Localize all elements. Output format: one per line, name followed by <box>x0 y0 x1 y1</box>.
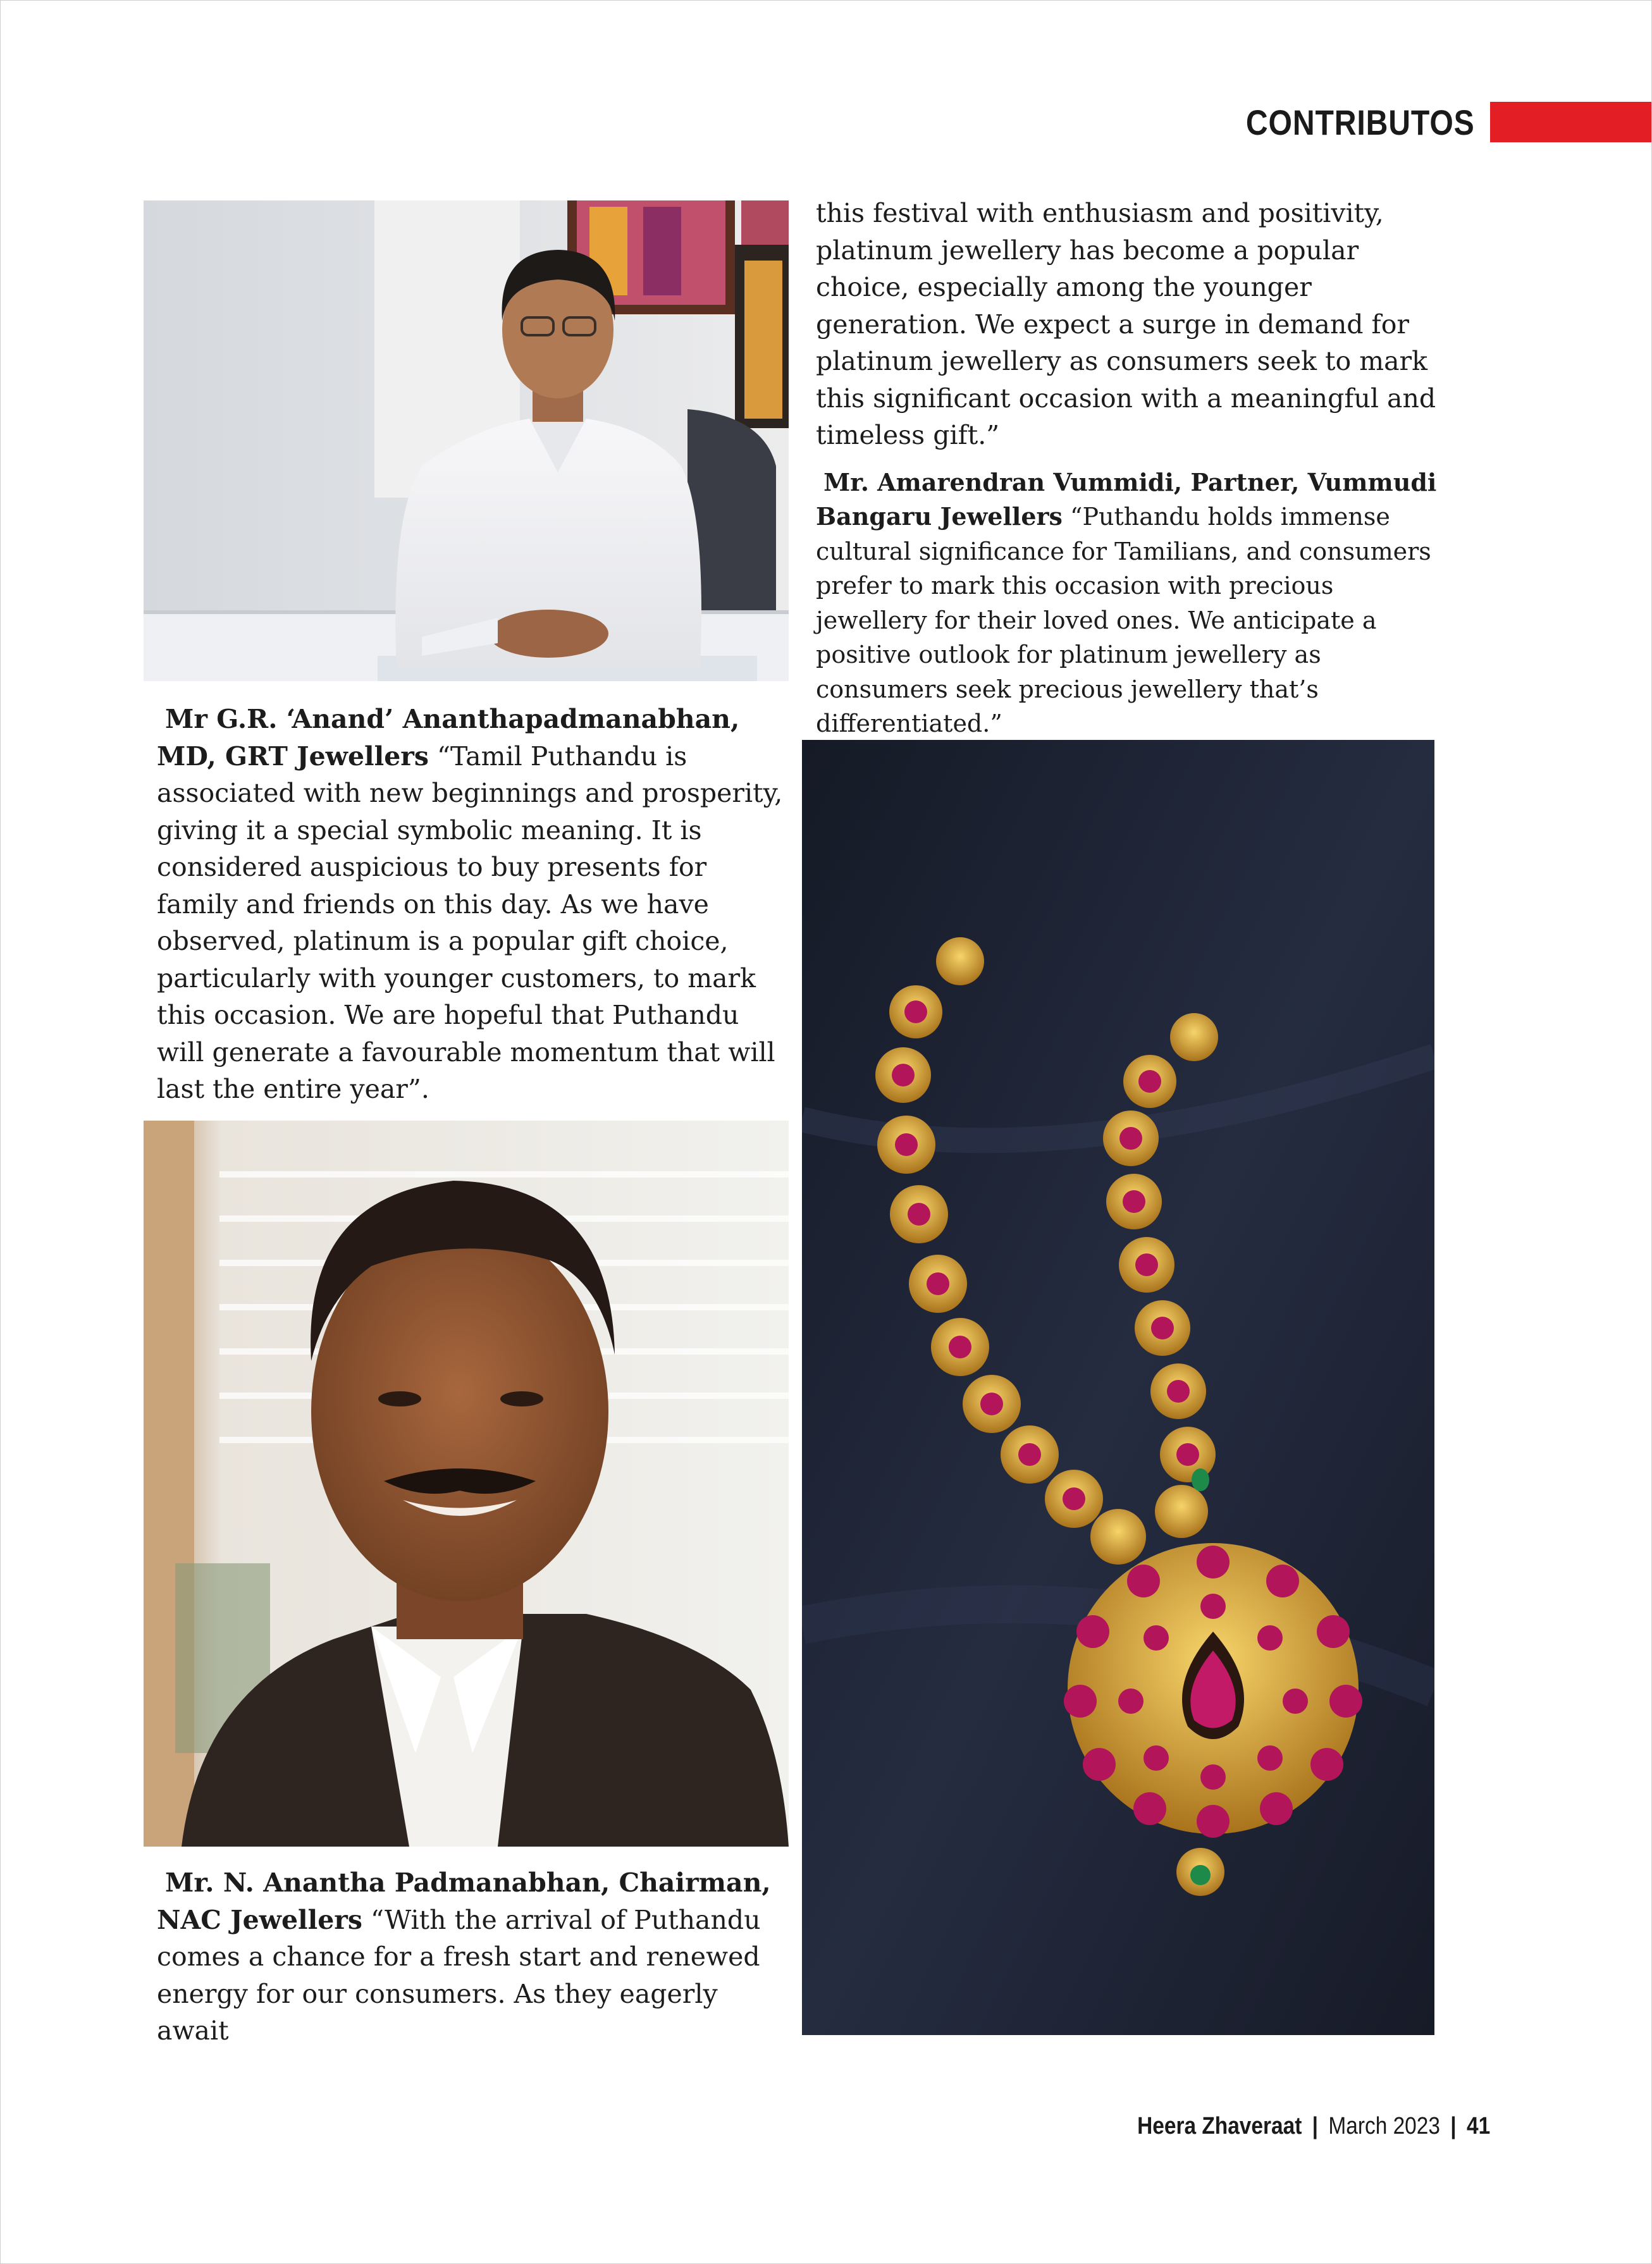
portrait-photo-nac <box>144 1121 789 1847</box>
top-right-text <box>816 195 1448 741</box>
section-accent-bar <box>1490 102 1652 142</box>
vummidi-paragraph <box>816 465 1448 741</box>
grt-quote: “Tamil Puthandu is associated with new beginnings and prosperity, giving it a special symbolic meaning. It is considered auspicious to buy presents for family and friends on this day. As we have observed, platinum is a popular gift choice, particularly with younger customers, to mark this occasion. We are hopeful that Puthandu will generate a favourable momentum that will last the entire year”. <box>157 741 783 1104</box>
publication-name: Heera Zhaveraat <box>1137 2113 1302 2139</box>
portrait-photo-nac-image <box>144 1121 789 1847</box>
footer-separator-2: | <box>1450 2113 1457 2139</box>
nac-paragraph <box>157 1864 789 2050</box>
grt-speaker: Mr G.R. ‘Anand’ Ananthapadmanabhan, MD, GRT Jewellers <box>157 704 740 772</box>
nac-speaker: Mr. N. Anantha Padmanabhan, Chairman, NAC Jewellers <box>157 1867 771 1935</box>
footer-separator: | <box>1312 2113 1318 2139</box>
vummidi-speaker: Mr. Amarendran Vummidi, Partner, Vummudi Bangaru Jewellers <box>816 467 1437 531</box>
portrait-photo-grt <box>144 200 789 681</box>
issue-date: March 2023 <box>1328 2113 1440 2139</box>
vummidi-quote: “Puthandu holds immense cultural significance for Tamilians, and consumers prefer to mark this occasion with precious jewellery for their loved ones. We anticipate a positive outlook for platinum jewellery as consumers seek precious jewellery that’s differentiated.” <box>816 503 1431 737</box>
necklace-photo <box>802 740 1434 2035</box>
necklace-photo-image <box>802 740 1434 2035</box>
nac-quote: “With the arrival of Puthandu comes a chance for a fresh start and renewed energy for our consumers. As they eagerly await <box>157 1904 761 2046</box>
section-label: CONTRIBUTOS <box>1246 102 1475 142</box>
grt-paragraph <box>157 701 789 1108</box>
page-number: 41 <box>1466 2113 1490 2139</box>
continued-quote: this festival with enthusiasm and positivity, platinum jewellery has become a popular choice, especially among the younger generation. We expect a surge in demand for platinum jewellery as consumers seek to mark this significant occasion with a meaningful and timeless gift.” <box>816 198 1436 450</box>
portrait-photo-grt-image <box>144 200 789 681</box>
page-footer <box>1137 2110 1490 2142</box>
